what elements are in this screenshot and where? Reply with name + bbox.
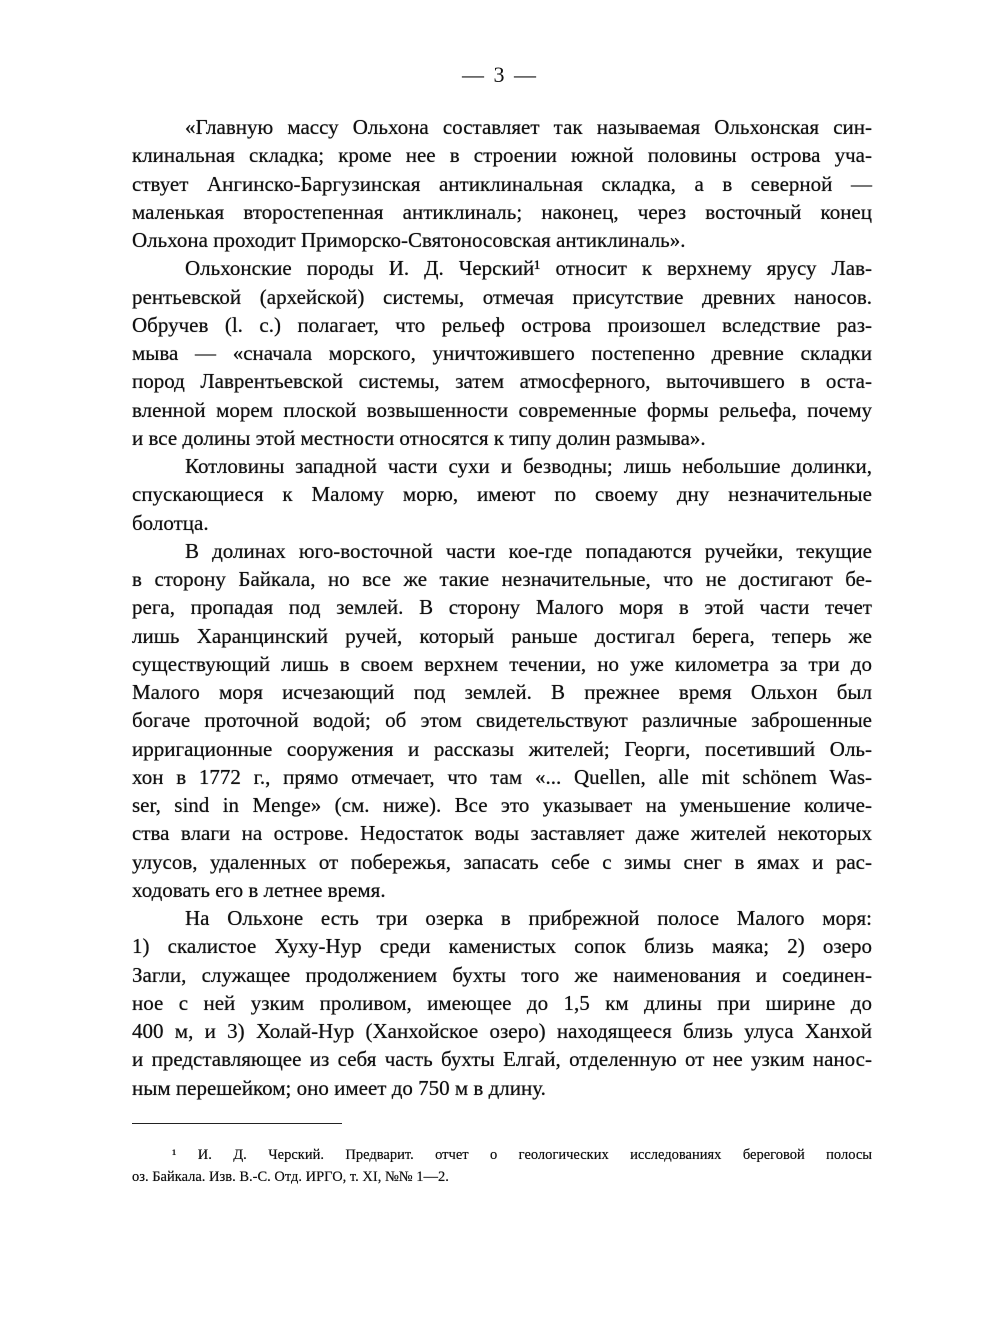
text-line: Ольхонские породы И. Д. Черский¹ относит к верхнему ярусу Лав- <box>185 256 872 281</box>
footnote-divider <box>132 1123 342 1124</box>
text-line: «Главную массу Ольхона составляет так называемая Ольхонская син- <box>185 115 872 139</box>
text-line: Загли, служащее продолжением бухты того же наименования и соединен- <box>132 962 872 987</box>
text-line: пород Лаврентьевской системы, затем атмосферного, выточившего в оста- <box>132 369 872 394</box>
paragraph <box>132 254 872 452</box>
text-line: ствует Ангинско-Баргузинская антиклинальная складка, а в северной — <box>132 171 872 196</box>
text-line: и представляющее из себя часть бухты Елгай, отделенную от нее узким нанос- <box>132 1047 872 1072</box>
text-line: рега, пропадая под землей. В сторону Малого моря в этой части течет <box>132 595 872 620</box>
footnote-line: ¹ И. Д. Черский. Предварит. отчет о геологических исследованиях береговой полосы <box>172 1147 872 1163</box>
body-text <box>132 113 872 1102</box>
text-line: 400 м, и 3) Холай-Нур (Ханхойское озеро) находящееся близь улуса Ханхой <box>132 1019 872 1043</box>
text-line: болотца. <box>132 510 209 535</box>
text-line: в сторону Байкала, но все же такие незначительные, что не достигают бе- <box>132 567 872 591</box>
text-line: На Ольхоне есть три озерка в прибрежной полосе Малого моря: <box>185 906 872 930</box>
text-line: ser, sind in Menge» (см. ниже). Все это указывает на уменьшение количе- <box>132 793 872 817</box>
text-line: улусов, удаленных от побережья, запасать себе с зимы снег в ямах и рас- <box>132 849 872 874</box>
footnote-line: оз. Байкала. Изв. В.-С. Отд. ИРГО, т. XI, №№ 1—2. <box>132 1169 449 1185</box>
text-line: В долинах юго-восточной части кое-где попадаются ручейки, текущие <box>185 538 872 563</box>
text-line: мыва — «сначала морского, уничтожившего постепенно древние складки <box>132 341 872 365</box>
text-line: хон в 1772 г., прямо отмечает, что там «... Quellen, alle mit schönem Was- <box>132 764 872 789</box>
text-line: 1) скалистое Хуху-Нур среди каменистых сопок близь маяка; 2) озеро <box>132 934 872 959</box>
paragraph <box>132 113 872 254</box>
footnote <box>132 1144 872 1188</box>
text-line: клинальная складка; кроме нее в строении южной половины острова уча- <box>132 143 872 168</box>
text-line: Малого моря исчезающий под землей. В прежнее время Ольхон был <box>132 680 872 704</box>
text-line: ирригационные сооружения и рассказы жителей; Георги, посетивший Оль- <box>132 736 872 761</box>
text-line: ное с ней узким проливом, имеющее до 1,5 км длины при ширине до <box>132 990 872 1015</box>
text-line: лишь Харанцинский ручей, который раньше достигал берега, теперь же <box>132 623 872 648</box>
paragraph <box>132 537 872 904</box>
text-line: ходовать его в летнее время. <box>132 877 386 902</box>
text-line: маленькая второстепенная антиклиналь; наконец, через восточный конец <box>132 199 872 224</box>
paragraph <box>132 904 872 1102</box>
paragraph <box>132 452 872 537</box>
text-line: Ольхона проходит Приморско-Святоносовская антиклиналь». <box>132 228 686 252</box>
text-line: ства влаги на острове. Недостаток воды заставляет даже жителей некоторых <box>132 821 872 846</box>
text-line: спускающиеся к Малому морю, имеют по своему дну незначительные <box>132 482 872 507</box>
text-line: существующий лишь в своем верхнем течении, но уже километра за три до <box>132 651 872 676</box>
page-number: — 3 — <box>462 62 538 87</box>
text-line: ным перешейком; оно имеет до 750 м в длину. <box>132 1075 546 1100</box>
text-line: Котловины западной части сухи и безводны; лишь небольшие долинки, <box>185 454 872 478</box>
text-line: рентьевской (архейской) системы, отмечая присутствие древних наносов. <box>132 284 872 309</box>
text-line: богаче проточной водой; об этом свидетельствуют различные заброшенные <box>132 708 872 733</box>
text-line: вленной морем плоской возвышенности современные формы рельефа, почему <box>132 397 872 422</box>
text-line: и все долины этой местности относятся к типу долин размыва». <box>132 425 706 450</box>
text-line: Обручев (l. c.) полагает, что рельеф острова произошел вследствие раз- <box>132 312 872 337</box>
